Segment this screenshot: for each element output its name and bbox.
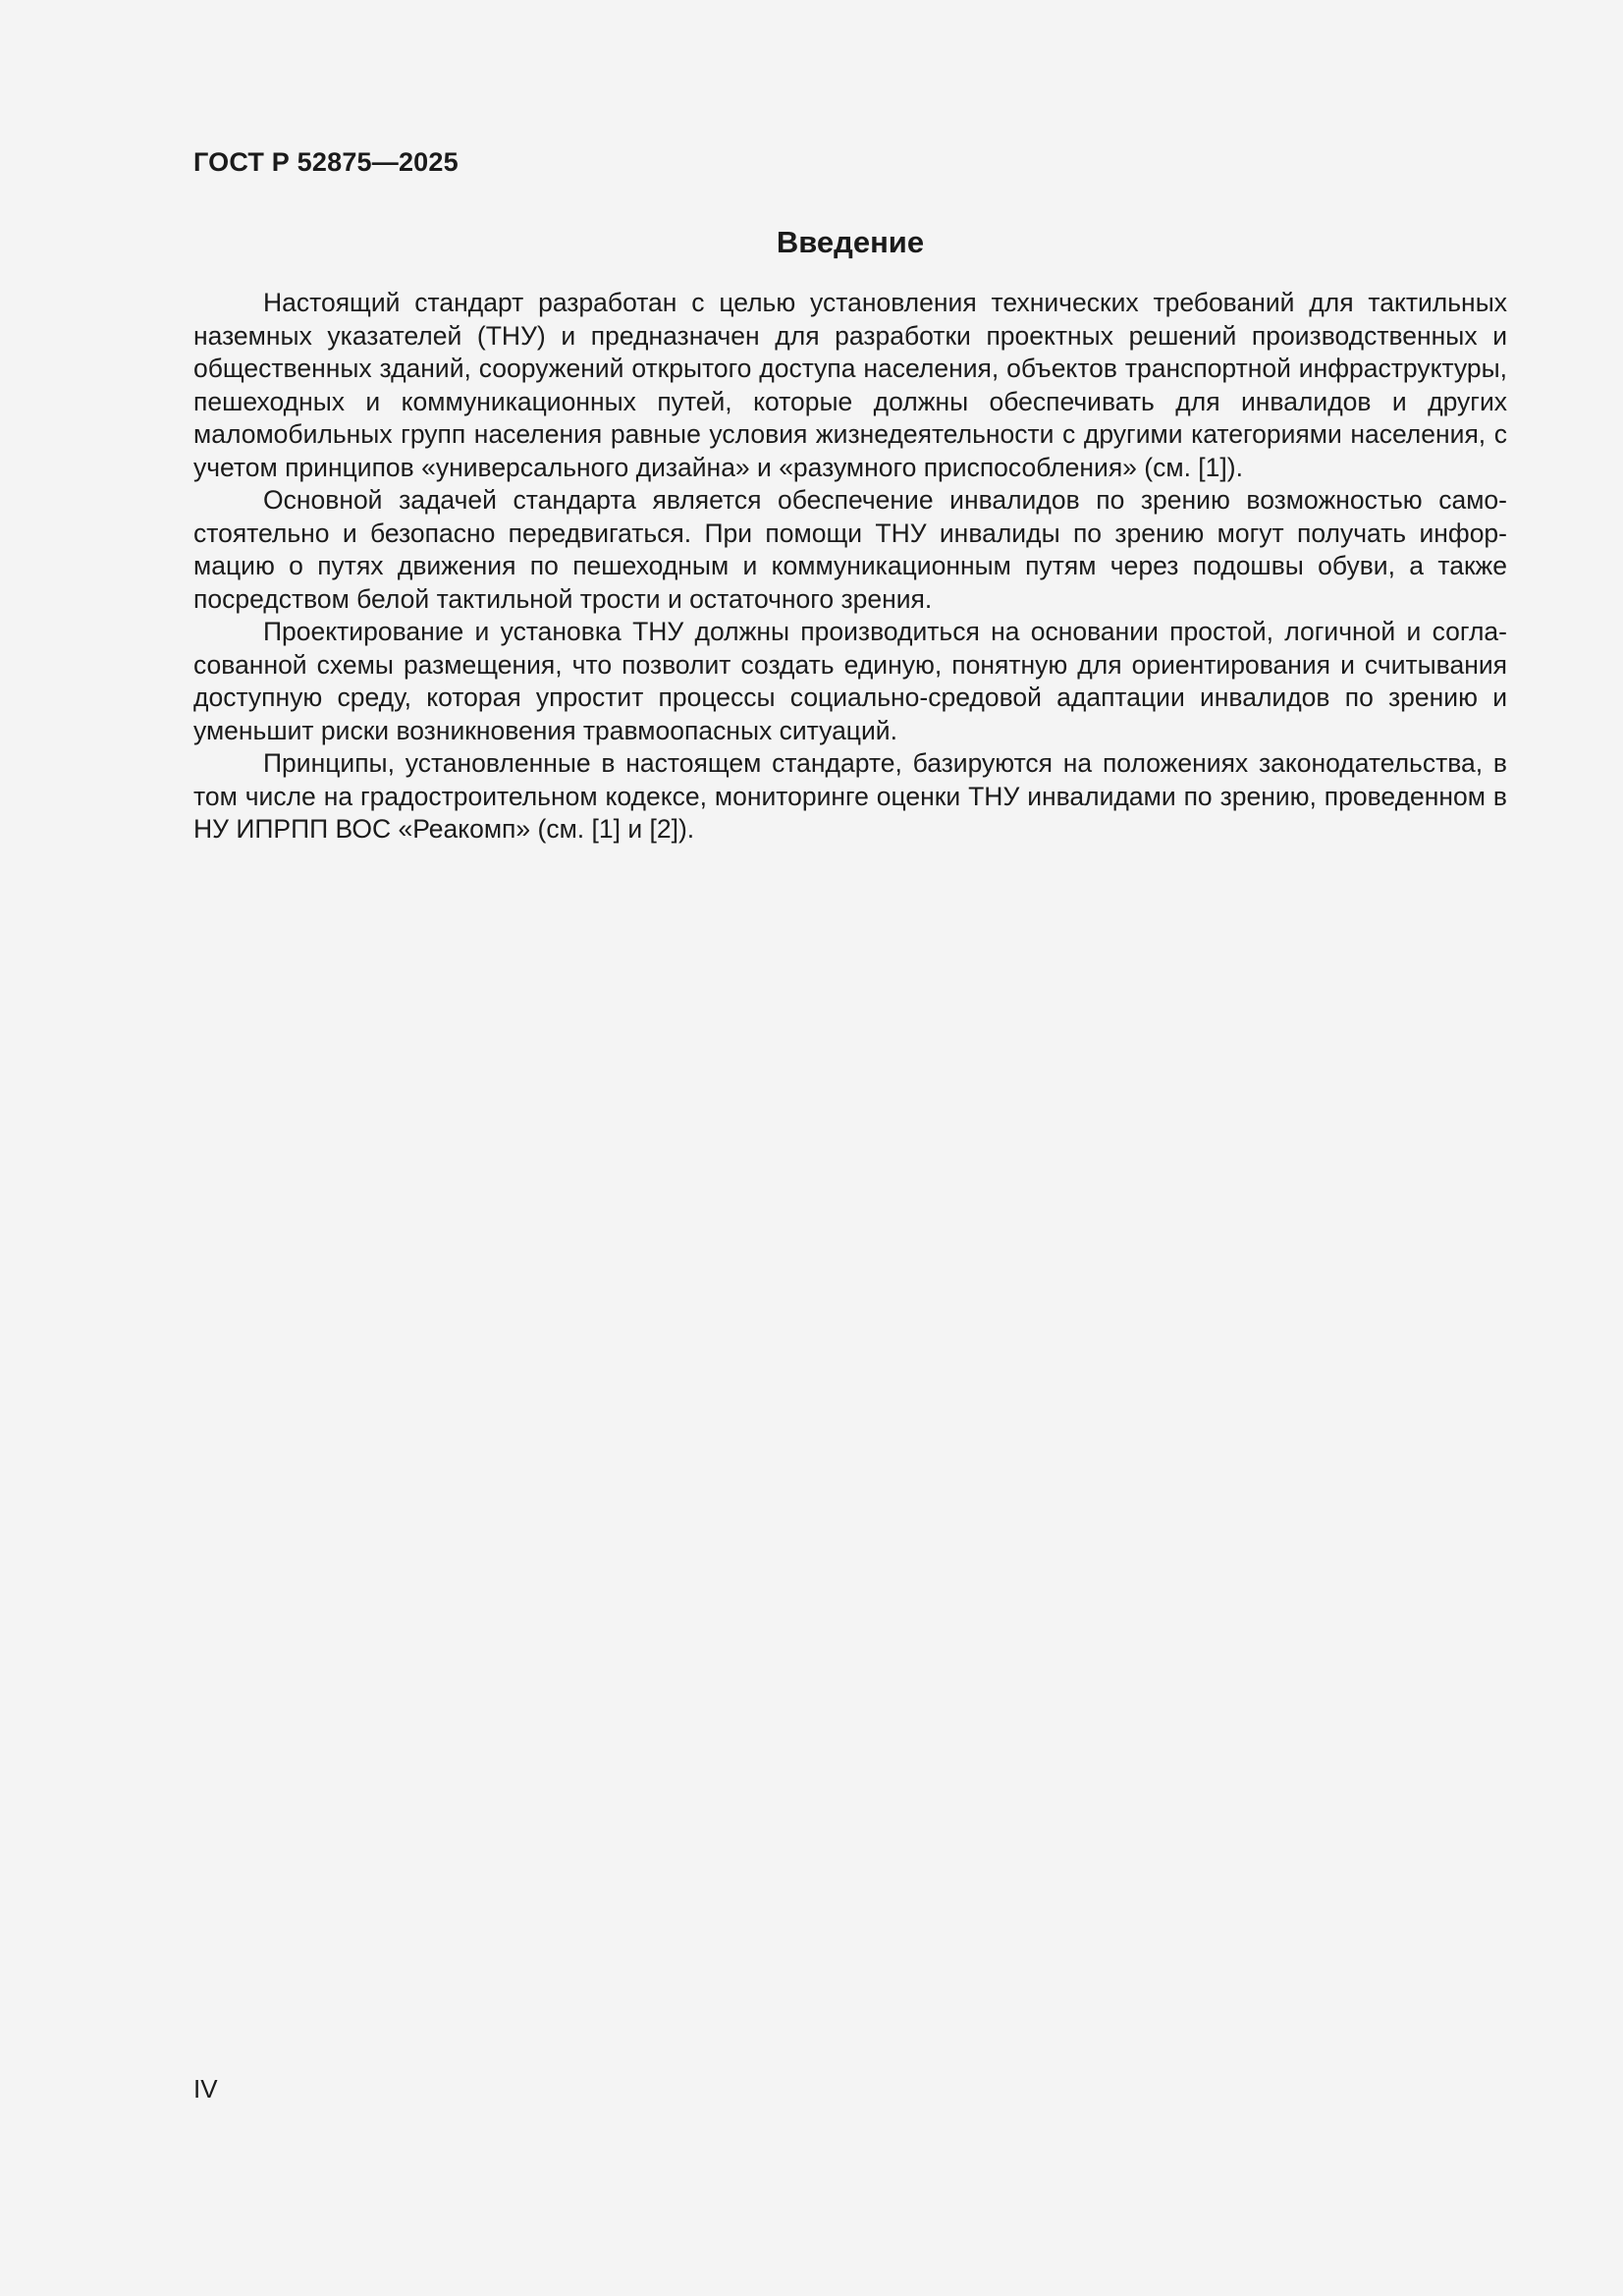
paragraph-4: Принципы, установленные в настоящем стандарте, базируются на положениях законодательства, в том числе на градостроительном кодексе, мониторинге оценки ТНУ инвалидами по зрению, проведенном в НУ ИПРПП ВОС «Реакомп» (см. [1] и [2]). — [193, 748, 1507, 844]
paragraph-1: Настоящий стандарт разработан с целью установления технических требований для тактильных наземных указателей (ТНУ) и предназначен для разработки проектных решений производственных и общественных зданий, сооружений открытого доступа населения, объектов транспортной инфраструктуры, пешеходных и коммуникационных путей, которые должны обеспечивать для инвалидов и других маломобильных групп населения равные условия жизнедеятельности с другими категориями населения, с учетом принципов «универсального дизайна» и «разумного приспособления» (см. [1]). — [193, 288, 1507, 482]
paragraph-3: Проектирование и установка ТНУ должны производиться на основании простой, логичной и согласованной схемы размещения, что позволит создать единую, понятную для ориентирования и считывания доступную среду, которая упростит процессы социально-средовой адаптации инвалидов по зрению и уменьшит риски возникновения травмоопасных ситуаций. — [193, 617, 1507, 745]
page-number: IV — [193, 2074, 218, 2104]
section-body — [193, 287, 1507, 847]
document-designation: ГОСТ Р 52875—2025 — [193, 147, 459, 177]
paragraph-2: Основной задачей стандарта является обеспечение инвалидов по зрению возможностью самостоятельно и безопасно передвигаться. При помощи ТНУ инвалиды по зрению могут получать информацию о путях движения по пешеходным и коммуникационным путям через подошвы обуви, а также посредством белой тактильной трости и остаточного зрения. — [193, 485, 1507, 614]
section-title: Введение — [776, 225, 925, 259]
